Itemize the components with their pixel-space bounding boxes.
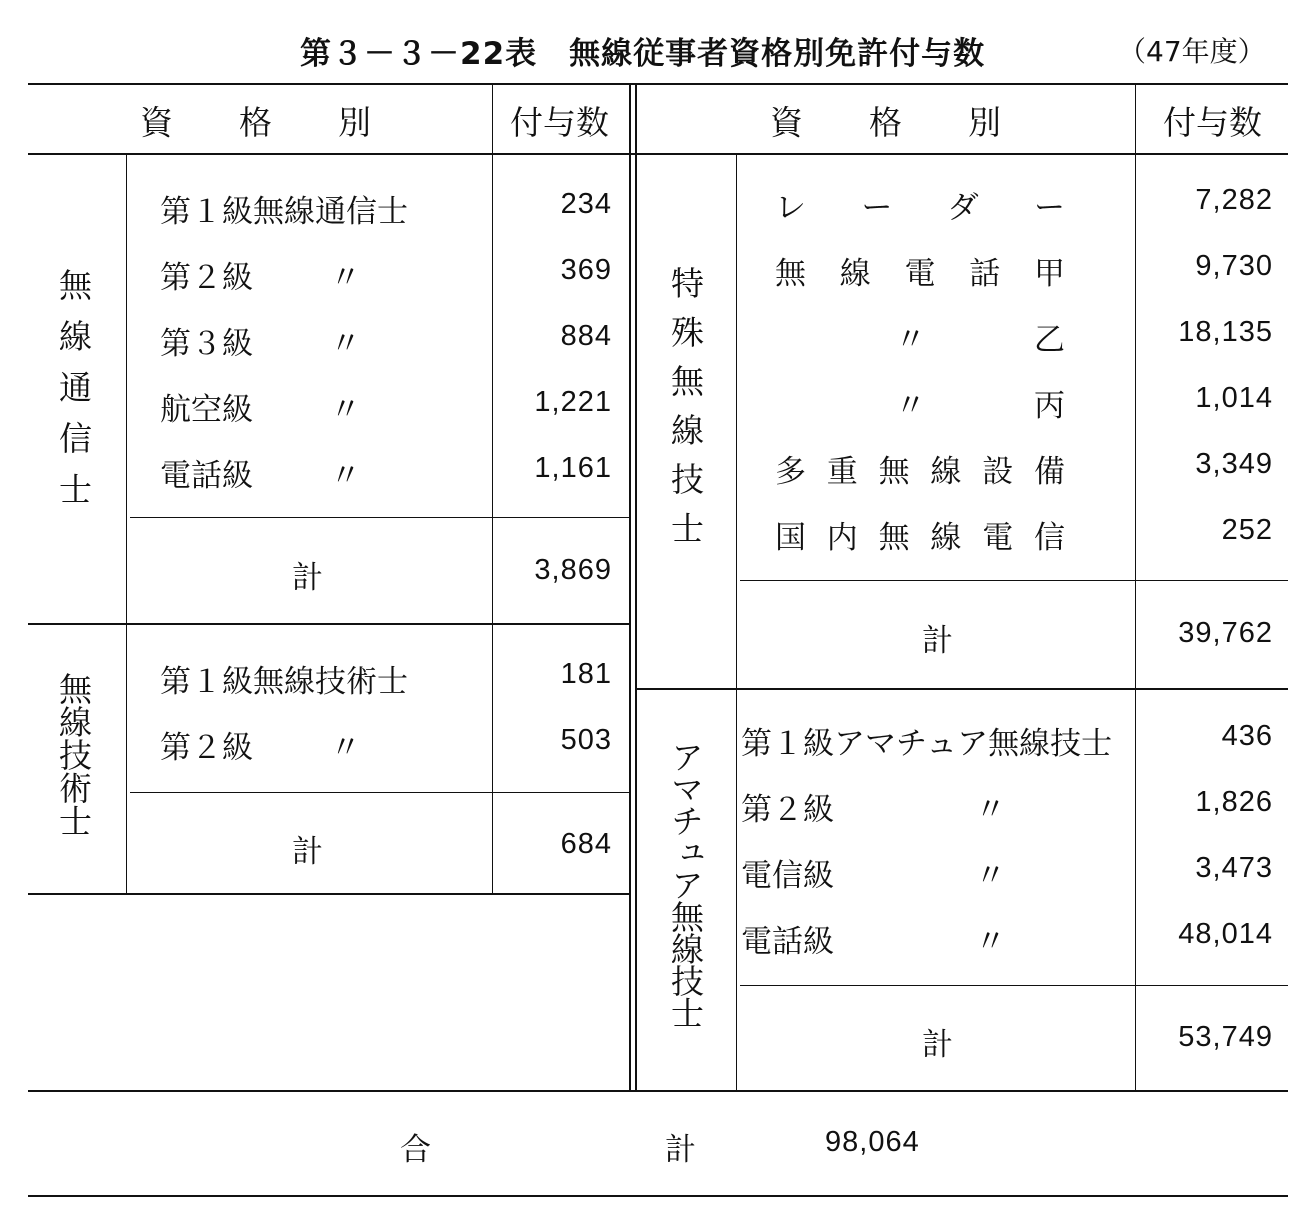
ditto-mark: 〃 [330,260,361,296]
ditto-mark: 〃 [975,924,1006,960]
amateur-radio-count-3: 3,473 [1195,852,1273,884]
radio-operator-grade-4: 航空級 [160,392,253,428]
rule-left-end [28,893,630,895]
ditto-mark: 〃 [895,322,926,358]
radio-technician-grade-1: 第１級無線技術士 [160,664,408,700]
radio-technician-grade-2: 第２級 [160,730,253,766]
fiscal-year: （47年度） [1118,35,1266,68]
radio-technician-subtotal: 684 [560,828,612,860]
rule-right-group-col [736,154,737,1091]
group-label-special-radio: 特殊無線技士 [666,266,705,560]
rule-right-count-col [1135,84,1136,1091]
special-radio-count-1: 7,282 [1195,184,1273,216]
ditto-mark: 〃 [975,858,1006,894]
radio-operator-subtotal: 3,869 [534,554,612,586]
header-right-category: 資 格 別 [770,103,1001,142]
amateur-radio-subtotal: 53,749 [1178,1021,1273,1053]
table-title: 第３－３－22表 無線従事者資格別免許付与数 [300,36,986,72]
amateur-radio-grade-3: 電信級 [741,858,834,894]
radio-operator-subtotal-label: 計 [292,560,323,596]
ditto-mark: 〃 [330,326,361,362]
amateur-radio-count-2: 1,826 [1195,786,1273,818]
rule-header [28,153,1288,155]
header-left-count: 付与数 [510,103,609,142]
amateur-radio-grade-1: 第１級アマチュア無線技士 [741,726,1113,762]
radio-operator-count-4: 1,221 [534,386,612,418]
rule-right-sub2 [740,985,1288,986]
radio-technician-count-2: 503 [560,724,612,756]
radio-operator-count-1: 234 [560,188,612,220]
special-radio-grade-5: 多 重 無 線 設 備 [775,454,1065,490]
special-radio-count-5: 3,349 [1195,448,1273,480]
radio-technician-subtotal-label: 計 [292,834,323,870]
rule-bottom [28,1195,1288,1197]
radio-operator-count-2: 369 [560,254,612,286]
rule-right-section [636,688,1288,690]
special-radio-grade-3: 乙 [1034,322,1065,358]
ditto-mark: 〃 [975,792,1006,828]
grand-total-label-2: 計 [665,1132,696,1168]
rule-center-2 [635,84,637,1091]
rule-top [28,83,1288,85]
radio-technician-count-1: 181 [560,658,612,690]
rule-left-group-col [126,154,127,894]
rule-left-count-col [492,84,493,894]
radio-operator-grade-2: 第２級 [160,260,253,296]
rule-left-section [28,623,630,625]
radio-operator-count-3: 884 [560,320,612,352]
rule-left-sub1 [130,517,630,518]
grand-total-label-1: 合 [400,1132,431,1168]
grand-total-value: 98,064 [825,1126,920,1158]
amateur-radio-count-4: 48,014 [1178,918,1273,950]
special-radio-subtotal: 39,762 [1178,617,1273,649]
rule-left-sub2 [130,792,630,793]
radio-operator-grade-5: 電話級 [160,458,253,494]
special-radio-grade-2: 無 線 電 話 甲 [775,256,1065,292]
radio-operator-count-5: 1,161 [534,452,612,484]
ditto-mark: 〃 [330,392,361,428]
rule-center-1 [629,84,631,1091]
ditto-mark: 〃 [330,458,361,494]
special-radio-subtotal-label: 計 [922,623,953,659]
amateur-radio-grade-2: 第２級 [741,792,834,828]
amateur-radio-count-1: 436 [1221,720,1273,752]
amateur-radio-subtotal-label: 計 [922,1027,953,1063]
amateur-radio-grade-4: 電話級 [741,924,834,960]
rule-total-top [28,1090,1288,1092]
special-radio-count-3: 18,135 [1178,316,1273,348]
special-radio-count-2: 9,730 [1195,250,1273,282]
special-radio-grade-6: 国 内 無 線 電 信 [775,520,1065,556]
group-label-radio-operator: 無線通信士 [54,268,93,523]
header-right-count: 付与数 [1163,103,1262,142]
group-label-radio-technician: 無線技術士 [54,672,93,837]
group-label-amateur-radio: アマチュア無線技士 [666,740,705,1028]
special-radio-count-4: 1,014 [1195,382,1273,414]
rule-right-sub1 [740,580,1288,581]
radio-operator-grade-1: 第１級無線通信士 [160,194,408,230]
ditto-mark: 〃 [330,730,361,766]
special-radio-grade-4: 丙 [1034,388,1065,424]
special-radio-grade-1: レ ー ダ ー [775,190,1065,226]
header-left-category: 資 格 別 [140,103,371,142]
radio-operator-grade-3: 第３級 [160,326,253,362]
ditto-mark: 〃 [895,388,926,424]
special-radio-count-6: 252 [1221,514,1273,546]
